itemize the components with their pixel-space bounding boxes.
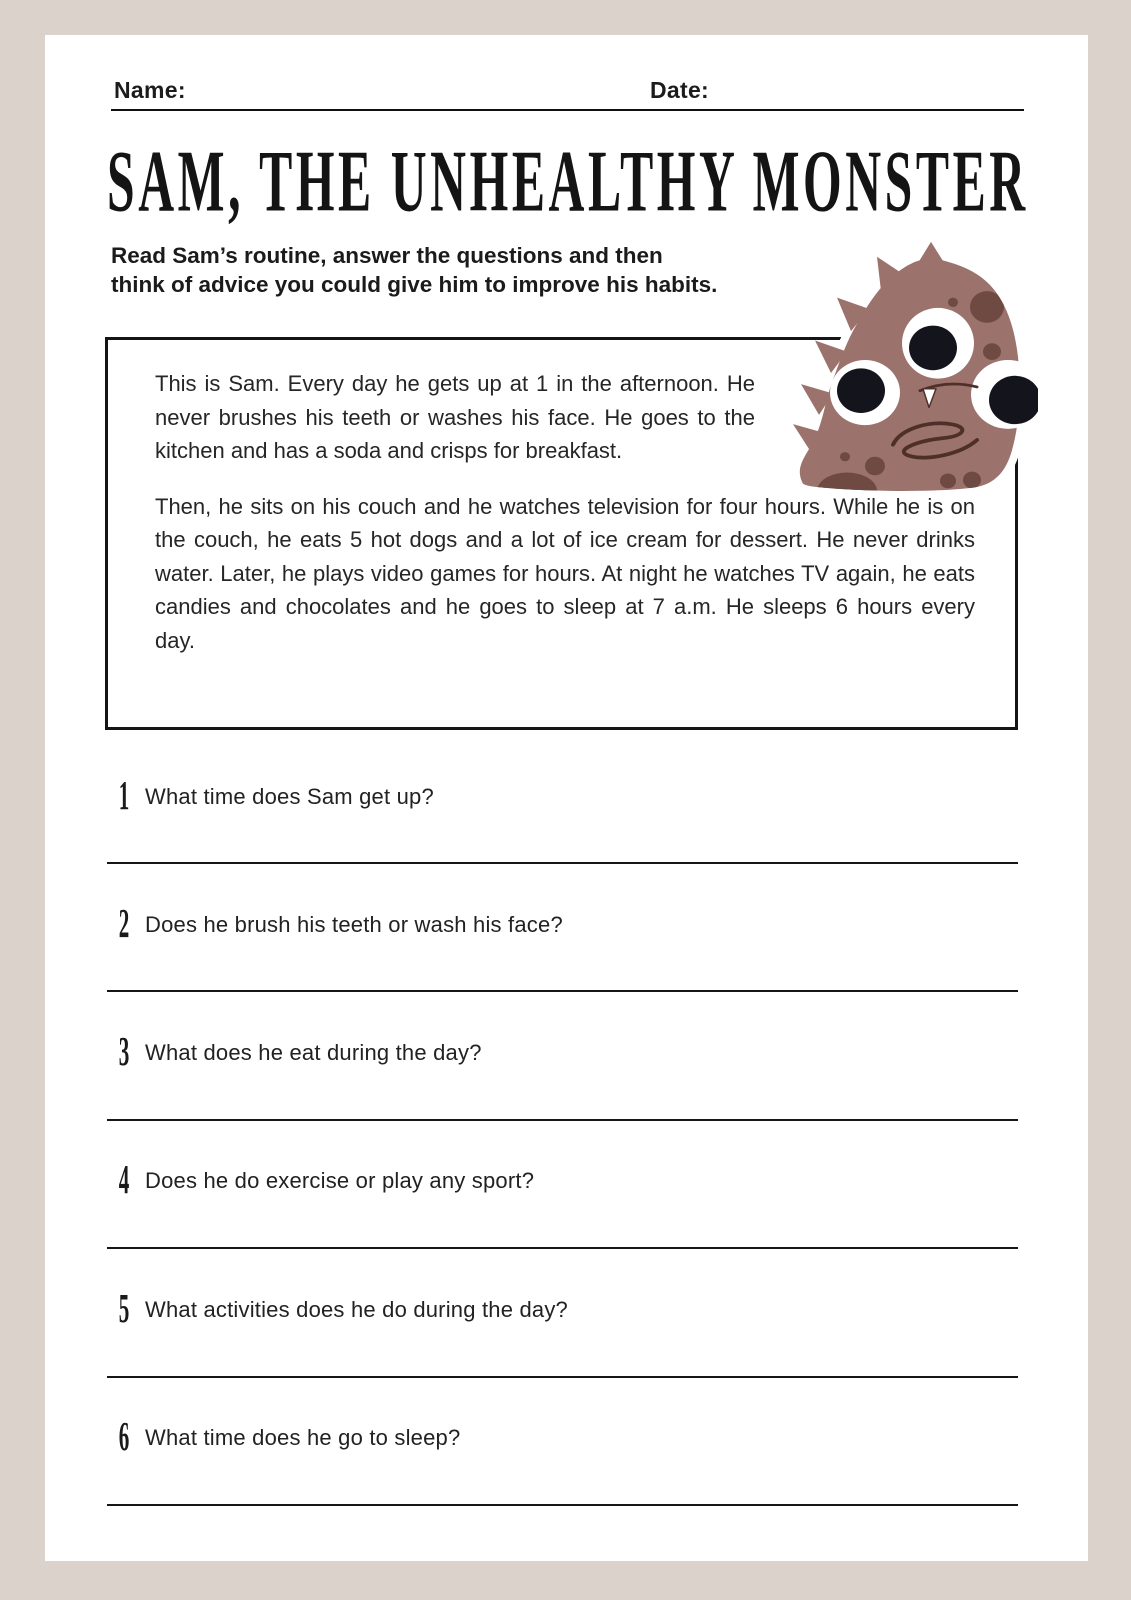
name-date-write-line[interactable] bbox=[111, 109, 1024, 111]
question-5-number: 5 bbox=[118, 1286, 130, 1332]
answer-line-4[interactable] bbox=[107, 1247, 1018, 1249]
question-5 bbox=[111, 1286, 568, 1332]
passage-paragraph-1: This is Sam. Every day he gets up at 1 in the afternoon. He never brushes his teeth or washes his face. He goes to the kitchen and has a soda and crisps for breakfast. bbox=[155, 371, 755, 463]
question-2-number: 2 bbox=[118, 901, 130, 947]
instructions-text bbox=[111, 241, 717, 299]
worksheet-title: SAM, THE UNHEALTHY MONSTER bbox=[107, 134, 1029, 231]
name-label: Name: bbox=[114, 77, 186, 103]
answer-line-6[interactable] bbox=[107, 1504, 1018, 1506]
answer-line-2[interactable] bbox=[107, 990, 1018, 992]
passage-paragraph-2: Then, he sits on his couch and he watches television for four hours. While he is on the couch, he eats 5 hot dogs and a lot of ice cream for dessert. He never drinks water. Later, he plays video games for hours. At night he watches TV again, he eats candies and chocolates and he goes to sleep at 7 a.m. He sleeps 6 hours every day. bbox=[155, 493, 975, 653]
instructions-line-1: Read Sam’s routine, answer the questions and then bbox=[111, 243, 663, 268]
question-2 bbox=[111, 901, 563, 947]
monster-illustration bbox=[793, 240, 1038, 493]
question-3-number: 3 bbox=[118, 1029, 130, 1075]
question-4-number: 4 bbox=[118, 1157, 130, 1203]
question-5-text: What activities does he do during the day? bbox=[145, 1297, 568, 1322]
question-1-number: 1 bbox=[118, 773, 130, 819]
question-1-text: What time does Sam get up? bbox=[145, 784, 434, 809]
answer-line-1[interactable] bbox=[107, 862, 1018, 864]
question-6-number: 6 bbox=[118, 1414, 130, 1460]
answer-line-5[interactable] bbox=[107, 1376, 1018, 1378]
question-6 bbox=[111, 1414, 461, 1460]
worksheet-page bbox=[45, 35, 1088, 1561]
question-2-text: Does he brush his teeth or wash his face? bbox=[145, 912, 563, 937]
monster-left-eye bbox=[830, 360, 900, 425]
question-4-text: Does he do exercise or play any sport? bbox=[145, 1168, 535, 1193]
question-6-text: What time does he go to sleep? bbox=[145, 1425, 461, 1450]
question-3 bbox=[111, 1029, 482, 1075]
date-label: Date: bbox=[650, 77, 710, 103]
monster-center-eye bbox=[902, 308, 974, 379]
question-1 bbox=[111, 773, 434, 819]
question-4 bbox=[111, 1157, 535, 1203]
answer-line-3[interactable] bbox=[107, 1119, 1018, 1121]
instructions-line-2: think of advice you could give him to improve his habits. bbox=[111, 272, 718, 297]
question-3-text: What does he eat during the day? bbox=[145, 1040, 482, 1065]
